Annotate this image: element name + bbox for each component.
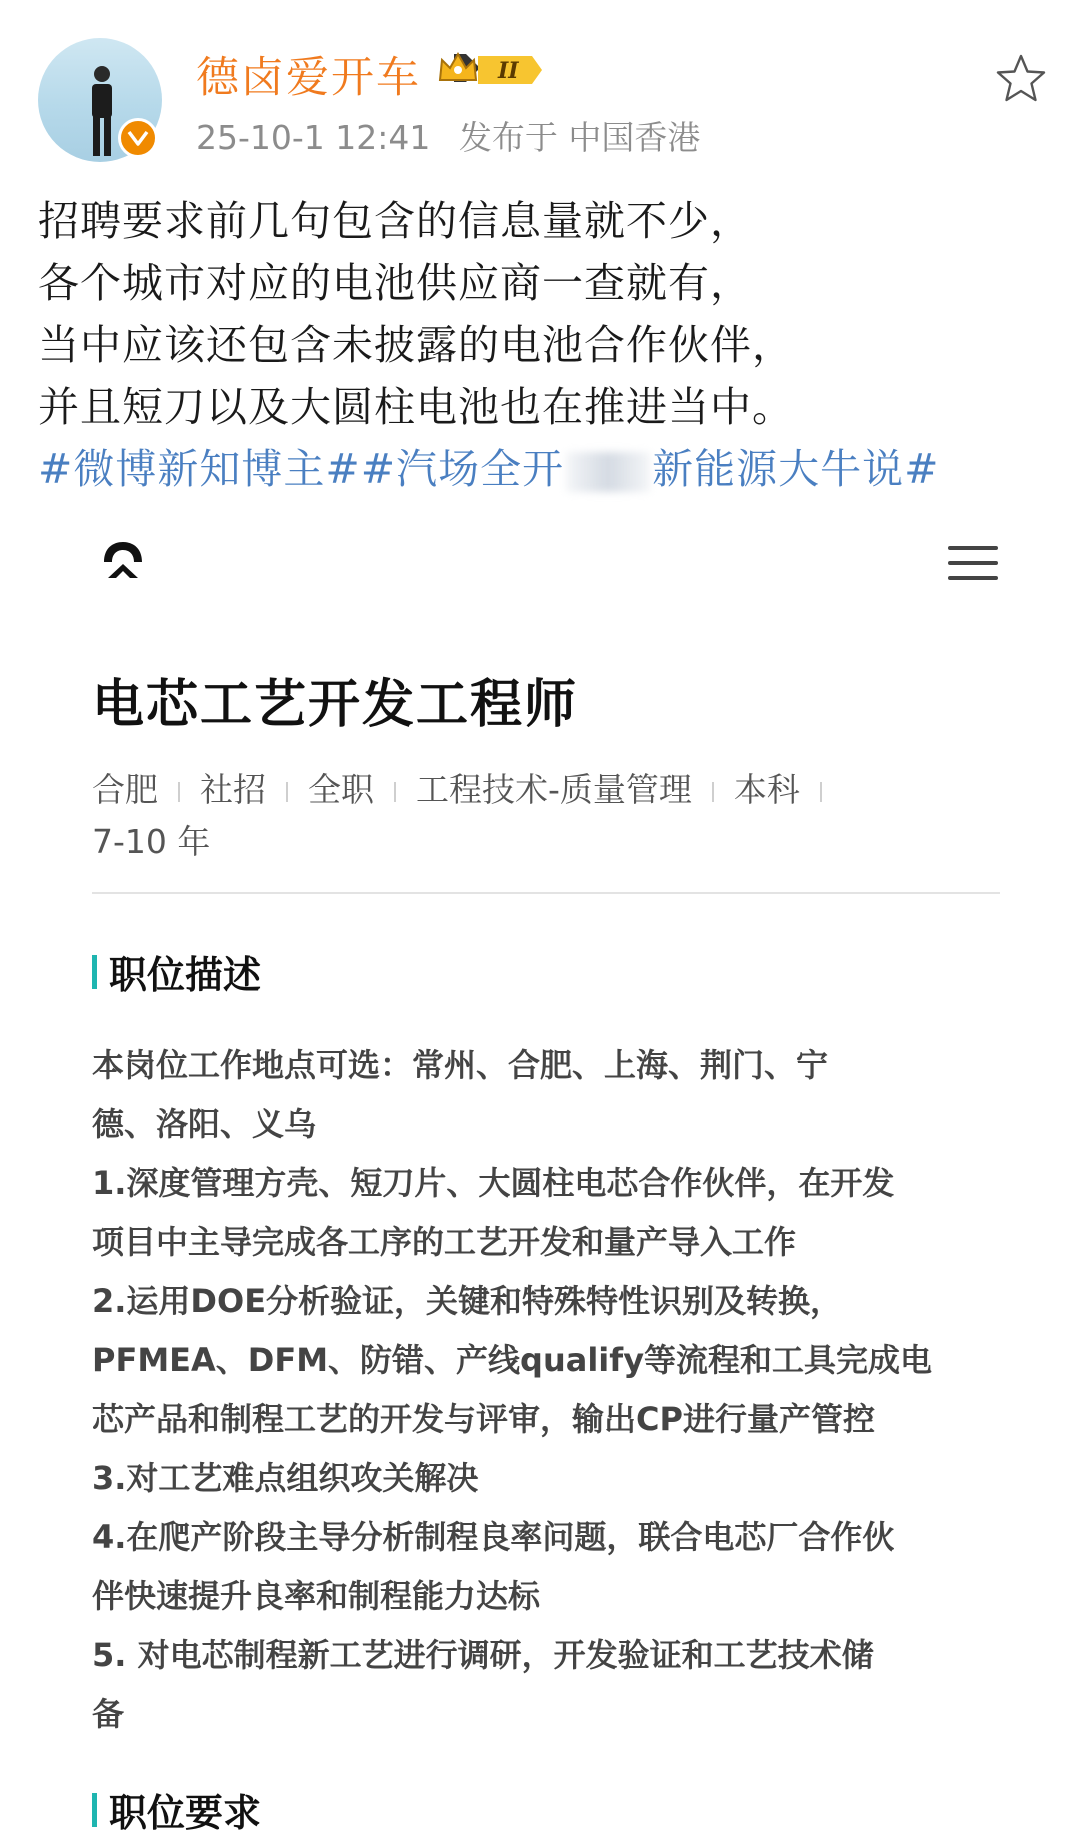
tag-separator [712, 782, 714, 802]
post-timestamp: 25-10-1 12:41 [196, 118, 431, 157]
job-tags [92, 764, 1012, 868]
avatar-person-figure [82, 64, 120, 160]
tag-employment-type: 全职 [308, 770, 374, 809]
divider [92, 892, 1000, 894]
post-text-line: 并且短刀以及大圆柱电池也在推进当中。 [38, 383, 794, 431]
post-body [38, 190, 1048, 500]
hashtag-prefix: #汽场全开 [360, 445, 565, 493]
star-icon[interactable] [994, 52, 1048, 106]
description-line: 德、洛阳、义乌 [92, 1105, 317, 1143]
description-line: 3.对工艺难点组织攻关解决 [92, 1459, 479, 1497]
section-heading-text: 职位描述 [109, 953, 262, 997]
tag-separator [178, 782, 180, 802]
post-location: 发布于 中国香港 [458, 118, 701, 157]
description-line: 2.运用DOE分析验证，关键和特殊特性识别及转换， [92, 1282, 843, 1320]
description-line: 项目中主导完成各工序的工艺开发和量产导入工作 [92, 1223, 797, 1261]
tag-separator [286, 782, 288, 802]
tag-separator [394, 782, 396, 802]
hashtag-weibo-xinzhi[interactable]: #微博新知博主# [38, 445, 361, 493]
post-text-line: 当中应该还包含未披露的电池合作伙伴， [38, 321, 794, 369]
section-heading-requirements [92, 1782, 261, 1837]
tag-experience: 7-10 年 [92, 822, 211, 861]
job-title: 电芯工艺开发工程师 [92, 675, 579, 735]
tag-category: 工程技术-质量管理 [416, 770, 692, 809]
section-heading-text: 职位要求 [109, 1791, 262, 1835]
description-line: 5. 对电芯制程新工艺进行调研，开发验证和工艺技术储 [92, 1636, 874, 1674]
tag-location: 合肥 [92, 770, 158, 809]
nio-logo-icon[interactable] [100, 540, 146, 580]
description-line: 4.在爬产阶段主导分析制程良率问题，联合电芯厂合作伙 [92, 1518, 895, 1556]
post-text-line: 各个城市对应的电池供应商一查就有， [38, 259, 752, 307]
verified-icon [118, 118, 158, 158]
menu-icon[interactable] [948, 546, 998, 580]
crown-badge-icon [436, 48, 548, 92]
vip-level-text: II [498, 58, 519, 84]
description-line: 1.深度管理方壳、短刀片、大圆柱电芯合作伙伴，在开发 [92, 1164, 895, 1202]
section-heading-description [92, 944, 261, 999]
description-line: 芯产品和制程工艺的开发与评审，输出CP进行量产管控 [92, 1400, 875, 1438]
tag-separator [820, 782, 822, 802]
section-accent-bar [92, 1793, 97, 1827]
blurred-redaction [566, 452, 650, 492]
tag-education: 本科 [733, 770, 800, 809]
description-line: 伴快速提升良率和制程能力达标 [92, 1577, 541, 1615]
hashtag-suffix: 新能源大牛说# [652, 445, 940, 493]
description-line: 备 [92, 1695, 125, 1733]
post-meta [196, 112, 718, 159]
section-accent-bar [92, 955, 97, 989]
username[interactable]: 德卤爱开车 [196, 53, 421, 103]
description-line: PFMEA、DFM、防错、产线qualify等流程和工具完成电 [92, 1341, 933, 1379]
hashtag-qichang-quankai[interactable] [361, 445, 940, 493]
tag-recruit-type: 社招 [200, 770, 266, 809]
job-description [92, 1036, 1012, 1744]
hashtag-line [38, 438, 1048, 500]
post-text-line: 招聘要求前几句包含的信息量就不少， [38, 197, 752, 245]
description-line: 本岗位工作地点可选：常州、合肥、上海、荆门、宁 [92, 1046, 829, 1084]
